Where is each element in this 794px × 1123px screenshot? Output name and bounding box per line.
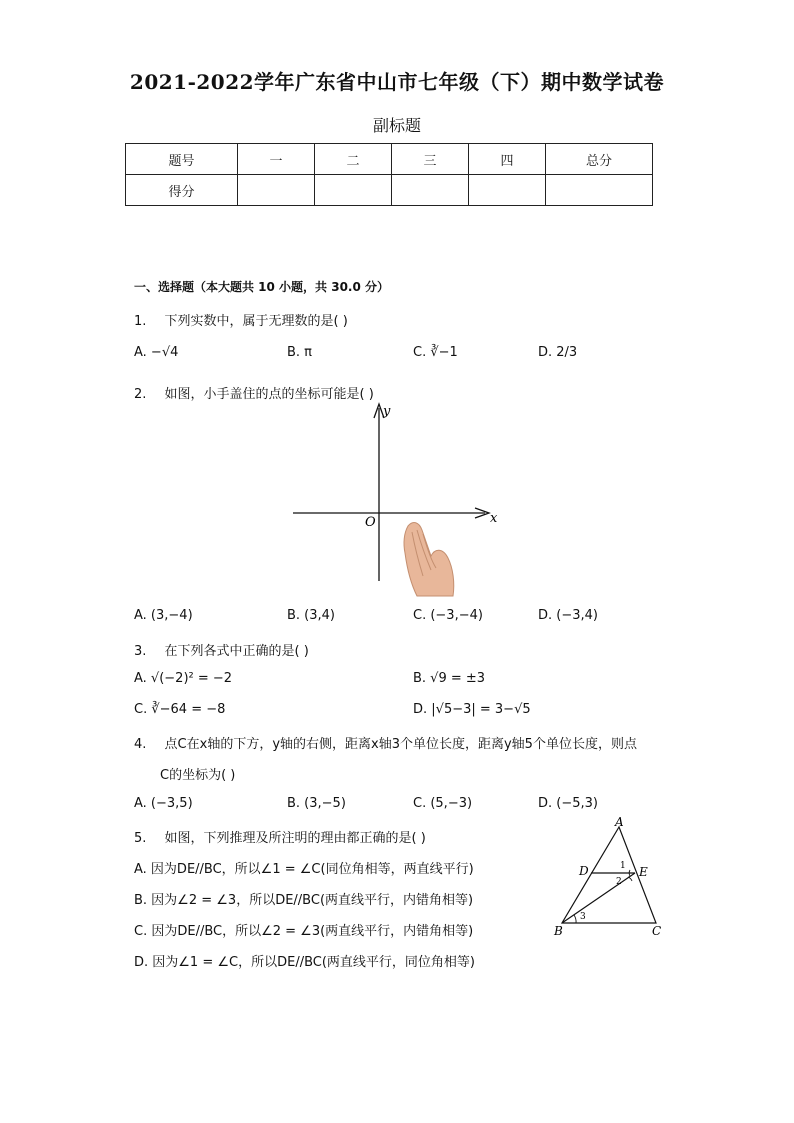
q3-option-d[interactable]: D. |√5−3| = 3−√5 bbox=[413, 702, 531, 717]
angle-1-label: 1 bbox=[620, 861, 626, 871]
score-cell[interactable] bbox=[469, 175, 546, 206]
score-table bbox=[125, 143, 653, 206]
q1-option-d[interactable]: D. 2/3 bbox=[538, 345, 578, 360]
score-header-cell: 题号 bbox=[126, 144, 238, 175]
angle-2-label: 2 bbox=[616, 877, 622, 887]
question-5 bbox=[134, 827, 426, 846]
page-title: 2021-2022学年广东省中山市七年级（下）期中数学试卷 bbox=[129, 70, 665, 94]
score-header-cell: 总分 bbox=[546, 144, 653, 175]
score-header-cell: 三 bbox=[392, 144, 469, 175]
q1-option-b[interactable]: B. π bbox=[287, 345, 313, 360]
question-number: 2. bbox=[134, 387, 147, 402]
score-row-label: 得分 bbox=[126, 175, 238, 206]
origin-label: O bbox=[365, 515, 376, 530]
q4-option-d[interactable]: D. (−5,3) bbox=[538, 796, 598, 811]
q3-option-b[interactable]: B. √9 = ±3 bbox=[413, 671, 486, 686]
question-3 bbox=[134, 640, 309, 659]
question-number: 1. bbox=[134, 314, 147, 329]
q4-option-a[interactable]: A. (−3,5) bbox=[134, 796, 193, 811]
angle-2-arc bbox=[628, 877, 632, 881]
score-table-score-row bbox=[126, 175, 653, 206]
question-4-continued: C的坐标为( ) bbox=[160, 768, 236, 783]
y-axis-label: y bbox=[383, 404, 391, 419]
question-text: 点C在x轴的下方，y轴的右侧，距离x轴3个单位长度，距离y轴5个单位长度，则点 bbox=[164, 737, 637, 752]
q2-option-b[interactable]: B. (3,4) bbox=[287, 608, 336, 623]
score-header-cell: 四 bbox=[469, 144, 546, 175]
question-number: 5. bbox=[134, 831, 147, 846]
q1-option-a[interactable]: A. −√4 bbox=[134, 345, 179, 360]
q2-option-a[interactable]: A. (3,−4) bbox=[134, 608, 193, 623]
score-cell[interactable] bbox=[546, 175, 653, 206]
q2-option-d[interactable]: D. (−3,4) bbox=[538, 608, 598, 623]
question-number: 4. bbox=[134, 737, 147, 752]
score-header-cell: 二 bbox=[315, 144, 392, 175]
coordinate-figure bbox=[285, 398, 505, 602]
q5-option-a[interactable]: A. 因为DE//BC，所以∠1 = ∠C(同位角相等，两直线平行) bbox=[134, 862, 474, 877]
page-subtitle: 副标题 bbox=[372, 116, 421, 135]
score-cell[interactable] bbox=[238, 175, 315, 206]
triangle-figure bbox=[550, 815, 675, 940]
hand-icon bbox=[404, 523, 454, 596]
label-c: C bbox=[652, 924, 662, 938]
score-cell[interactable] bbox=[392, 175, 469, 206]
label-b: B bbox=[554, 924, 563, 938]
score-cell[interactable] bbox=[315, 175, 392, 206]
question-4 bbox=[134, 733, 637, 752]
q1-option-c[interactable]: C. ∛−1 bbox=[413, 345, 458, 360]
section-heading: 一、选择题（本大题共 10 小题，共 30.0 分） bbox=[134, 280, 390, 294]
q2-option-c[interactable]: C. (−3,−4) bbox=[413, 608, 483, 623]
question-text: 如图，小手盖住的点的坐标可能是( ) bbox=[164, 387, 374, 402]
question-number: 3. bbox=[134, 644, 147, 659]
angle-3-label: 3 bbox=[580, 912, 586, 922]
label-d: D bbox=[579, 864, 589, 878]
label-a: A bbox=[615, 815, 624, 829]
score-table-header-row bbox=[126, 144, 653, 175]
x-axis-label: x bbox=[490, 511, 498, 526]
question-text: 在下列各式中正确的是( ) bbox=[164, 644, 309, 659]
q3-option-a[interactable]: A. √(−2)² = −2 bbox=[134, 671, 233, 686]
q4-option-c[interactable]: C. (5,−3) bbox=[413, 796, 473, 811]
segment-be bbox=[562, 873, 635, 923]
q4-option-b[interactable]: B. (3,−5) bbox=[287, 796, 346, 811]
question-text: 下列实数中，属于无理数的是( ) bbox=[164, 314, 348, 329]
q5-option-d[interactable]: D. 因为∠1 = ∠C，所以DE//BC(两直线平行，同位角相等) bbox=[134, 955, 475, 970]
q5-option-c[interactable]: C. 因为DE//BC，所以∠2 = ∠3(两直线平行，内错角相等) bbox=[134, 924, 474, 939]
question-text: 如图，下列推理及所注明的理由都正确的是( ) bbox=[164, 831, 426, 846]
score-header-cell: 一 bbox=[238, 144, 315, 175]
q5-option-b[interactable]: B. 因为∠2 = ∠3，所以DE//BC(两直线平行，内错角相等) bbox=[134, 893, 474, 908]
q3-option-c[interactable]: C. ∛−64 = −8 bbox=[134, 702, 226, 717]
question-1 bbox=[134, 310, 348, 329]
angle-3-arc bbox=[574, 915, 576, 923]
label-e: E bbox=[639, 865, 648, 879]
